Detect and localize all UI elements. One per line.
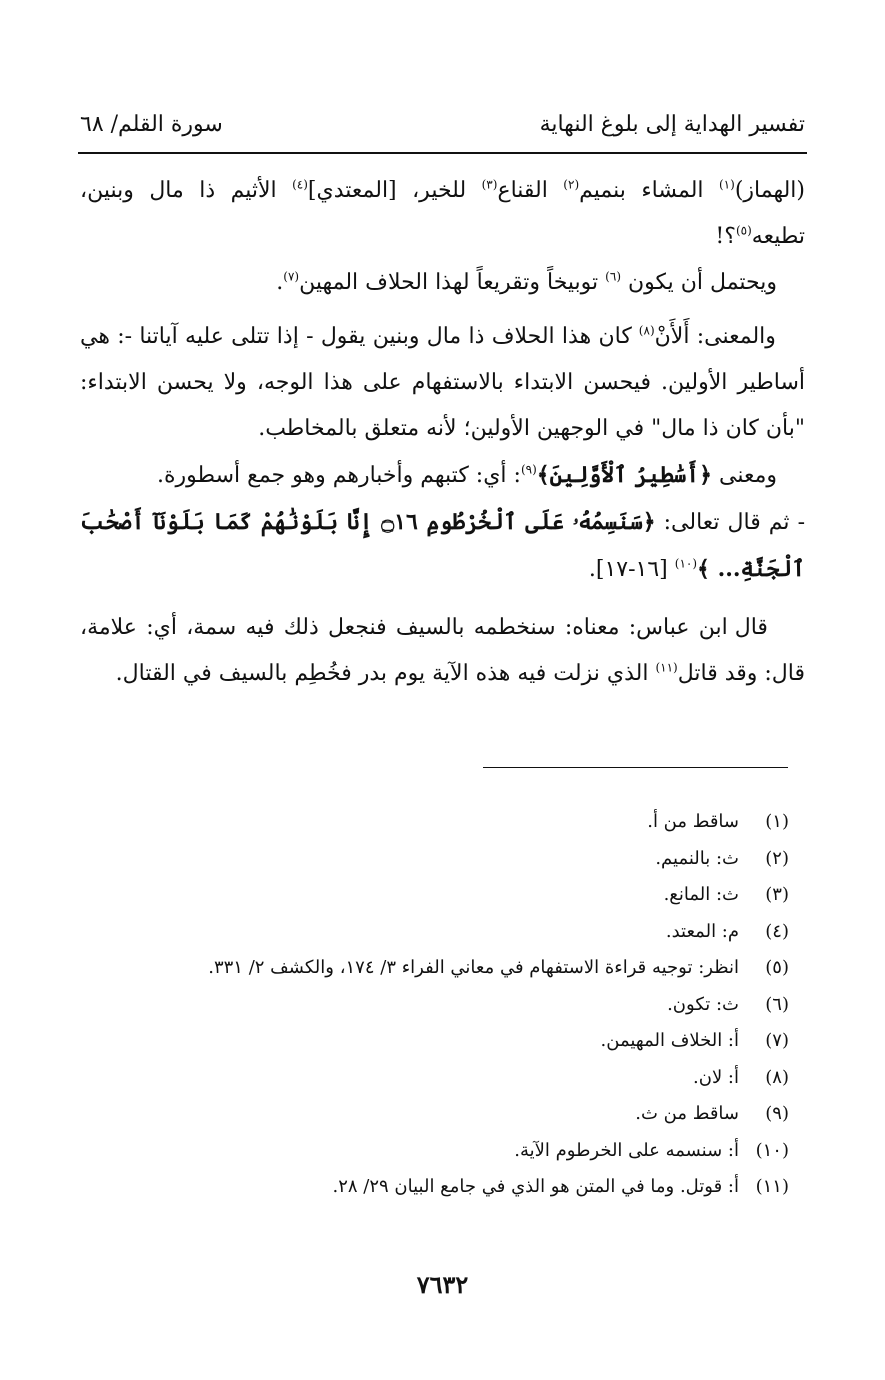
footnote-item (89, 987, 789, 1024)
footnote-number: (٦) (765, 993, 789, 1015)
paragraph-1: (الهماز)$^{(١)}$ المشاء بنميم$^{(٢)}$ القناع$^{(٣)}$ للخير، [المعتدي]$^{(٤)}$ الأثيم ذا مال وبنين، تطيعه$^{(٥)}$؟! (80, 177, 805, 249)
footnote-text: ث: المانع. (663, 884, 739, 905)
footnote-text: أ: لان. (693, 1066, 739, 1088)
page-number: ٧٦٣٢ (416, 1270, 469, 1299)
footnote-item (89, 1096, 789, 1133)
paragraph-3: والمعنى: أَلأَنْ$^{(٨)}$ كان هذا الحلاف ذا مال وبنين يقول - إذا تتلى عليه آياتنا -: هي أساطير الأولين. فيحسن الابتداء بالاستفهام على هذا الوجه، ولا يحسن الابتداء: "بأن كان ذا مال" في الوجهين الأولين؛ لأنه متعلق بالمخاطب. (80, 323, 805, 441)
surah-page-label: سورة القلم/ ٦٨ (80, 112, 223, 137)
footnote-number: (١١) (755, 1176, 789, 1197)
footnote-number: (٤) (765, 920, 789, 942)
footnote-text: ث: تكون. (667, 993, 739, 1015)
footnote-item (89, 1023, 789, 1060)
footnote-number: (٧) (765, 1030, 789, 1051)
header-rule (78, 152, 807, 154)
footnote-item (89, 804, 789, 841)
footnote-item (89, 1169, 789, 1206)
footnote-text: أ: الخلاف المهيمن. (600, 1030, 739, 1051)
footnote-ref: (٧) (283, 269, 300, 284)
footnote-separator (483, 767, 788, 768)
footnote-ref: (٨) (638, 323, 655, 338)
footnote-ref: (١) (718, 177, 735, 192)
footnote-item (89, 841, 789, 878)
paragraph-4: ومعنى ﴿أَسَٰطِيرُ ٱلْأَوَّلِينَ﴾$^{(٩)}$: أي: كتبهم وأخبارهم وهو جمع أسطورة. (157, 462, 778, 488)
paragraph-2: ويحتمل أن يكون $^{(٦)}$ توبيخاً وتقريعاً لهذا الحلاف المهين$^{(٧)}$. (276, 269, 778, 295)
footnote-item (89, 914, 789, 951)
footnote-item (89, 950, 789, 987)
footnote-number: (٢) (765, 847, 789, 869)
quran-verse: ﴿سَنَسِمُهُۥ عَلَى ٱلْخُرْطُومِ ۝١٦ إِنَّا بَلَوْنَٰهُمْ كَمَا بَلَوْنَآ أَصْحَٰبَ ٱلْجَنَّةِ... ﴾ (80, 509, 805, 582)
footnote-number: (١) (765, 811, 789, 832)
footnote-text: ساقط من ث. (635, 1103, 739, 1124)
footnote-text: م: المعتد. (665, 920, 739, 942)
footnote-ref: (٥) (735, 223, 752, 238)
footnote-ref: (٦) (605, 269, 621, 284)
footnote-text: انظر: توجيه قراءة الاستفهام في معاني الفراء ٣/ ١٧٤، والكشف ٢/ ٣٣١. (208, 957, 739, 978)
footnote-text: أ: قوتل. وما في المتن هو الذي في جامع البيان ٢٩/ ٢٨. (332, 1176, 739, 1197)
footnote-item (89, 877, 789, 914)
footnote-text: أ: سنسمه على الخرطوم الآية. (514, 1139, 739, 1161)
footnote-text: ساقط من أ. (647, 811, 739, 832)
main-text (80, 168, 805, 697)
paragraph-5: - ثم قال تعالى: ﴿سَنَسِمُهُۥ عَلَى ٱلْخُرْطُومِ ۝١٦ إِنَّا بَلَوْنَٰهُمْ كَمَا بَلَوْنَآ أَصْحَٰبَ ٱلْجَنَّةِ... ﴾$^{(١٠)}$ [١٦-١٧]. (80, 509, 806, 582)
book-title: تفسير الهداية إلى بلوغ النهاية (539, 112, 805, 137)
footnote-ref: (١٠) (674, 556, 698, 571)
quran-verse: ﴿أَسَٰطِيرُ ٱلْأَوَّلِينَ﴾ (536, 462, 713, 488)
footnotes-list (89, 804, 789, 1206)
footnote-number: (٣) (765, 884, 789, 905)
footnote-number: (١٠) (755, 1139, 789, 1161)
footnote-number: (٥) (765, 957, 789, 978)
footnote-item (89, 1133, 789, 1170)
footnote-ref: (٤) (292, 177, 308, 192)
footnote-number: (٩) (765, 1103, 789, 1124)
footnote-ref: (٢) (563, 177, 580, 192)
footnote-ref: (٩) (520, 462, 537, 477)
footnote-ref: (١١) (655, 660, 678, 675)
footnote-number: (٨) (765, 1066, 789, 1088)
paragraph-6: قال ابن عباس: معناه: سنخطمه بالسيف فنجعل ذلك فيه سمة، أي: علامة، قال: وقد قاتل$^{(١١)}$ الذي نزلت فيه هذه الآية يوم بدر فخُطِم بالسيف في القتال. (80, 615, 805, 686)
footnote-ref: (٣) (481, 177, 498, 192)
running-header (80, 112, 805, 148)
footnote-text: ث: بالنميم. (655, 847, 739, 869)
footnote-item (89, 1060, 789, 1097)
